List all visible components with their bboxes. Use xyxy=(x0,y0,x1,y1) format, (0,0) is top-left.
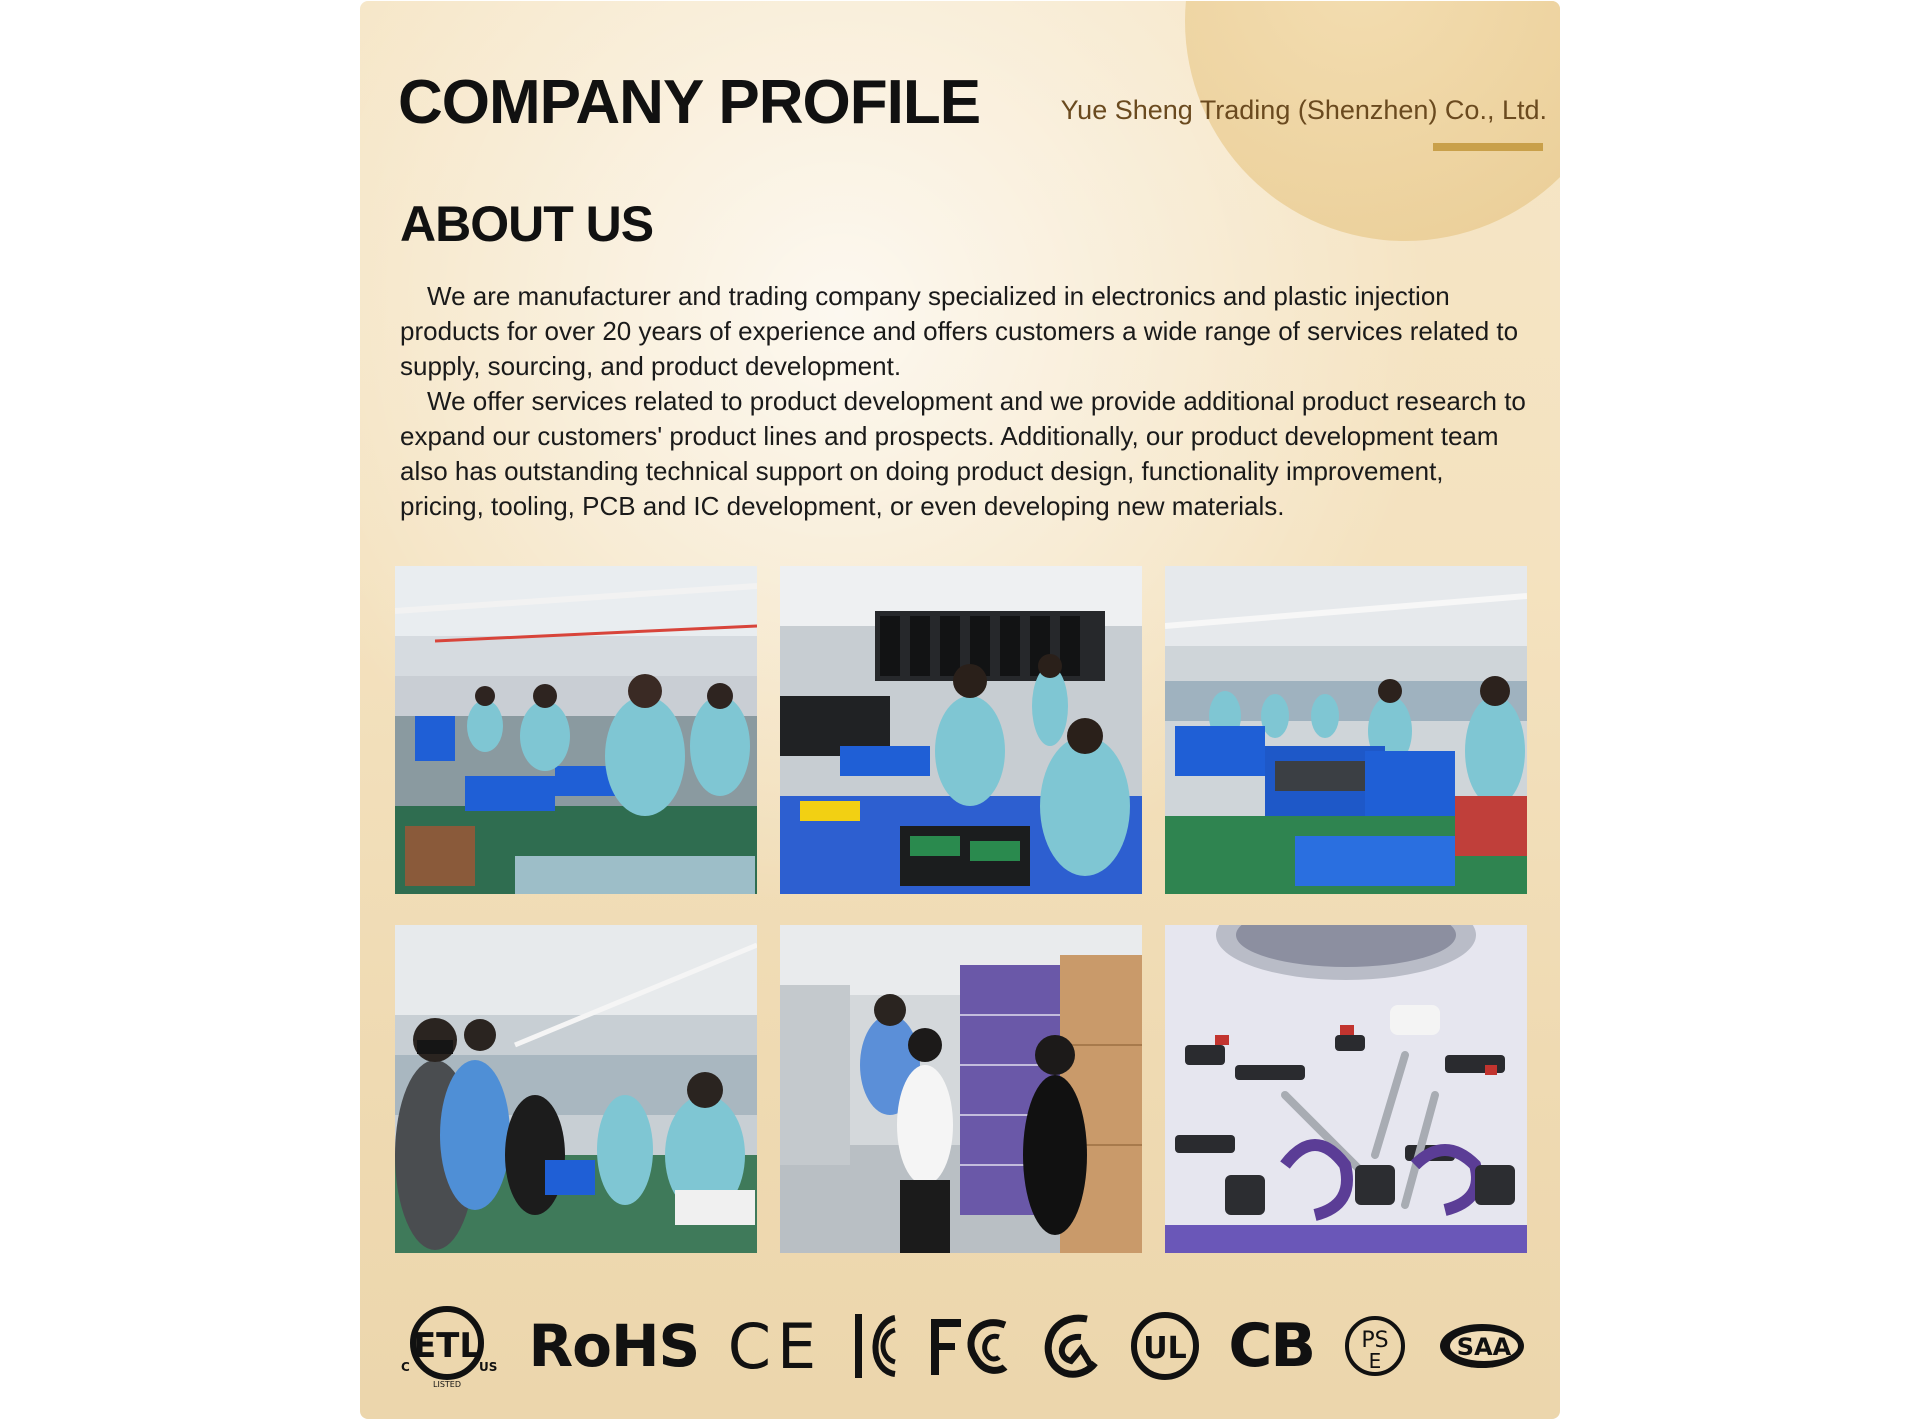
c-tick-logo-icon xyxy=(1037,1311,1101,1381)
ce-text: CE xyxy=(727,1309,823,1383)
svg-text:C: C xyxy=(401,1360,410,1374)
fc-logo-icon xyxy=(929,1313,1009,1379)
factory-photo-gallery xyxy=(395,566,1529,1253)
about-paragraph: We are manufacturer and trading company specialized in electronics and plastic injection products for over 20 years of experience and offers customers a wide range of services related to supply, sourcing, and product development. xyxy=(400,281,1519,381)
about-paragraph: We offer services related to product development and we provide additional product research to expand our customers' product lines and prospects. Additionally, our product development team also has outstanding technical support on doing product design, functionality improvement, pricing, tooling, PCB and IC development, or even developing new materials. xyxy=(400,386,1526,521)
svg-text:E: E xyxy=(1368,1349,1381,1373)
photo-assembly-line xyxy=(395,566,757,894)
about-body xyxy=(400,279,1530,524)
about-heading: ABOUT US xyxy=(400,196,654,252)
rohs-text: RoHS xyxy=(528,1312,700,1380)
cb-logo-icon xyxy=(1228,1311,1314,1381)
certification-logos xyxy=(395,1296,1529,1396)
pse-logo-icon xyxy=(1343,1314,1407,1378)
ce-logo-icon xyxy=(728,1310,822,1383)
cb-text: CB xyxy=(1228,1311,1315,1381)
page-title: COMPANY PROFILE xyxy=(398,68,981,137)
photo-blue-crates xyxy=(1165,566,1527,894)
rohs-logo-icon xyxy=(528,1312,699,1380)
etl-text: ETL xyxy=(412,1326,482,1366)
photo-vacuum-display xyxy=(1165,925,1527,1253)
saa-text: SAA xyxy=(1456,1333,1512,1361)
ul-logo-icon xyxy=(1130,1309,1200,1383)
photo-vacuum-assembly xyxy=(780,566,1142,894)
photo-visitors-tour xyxy=(395,925,757,1253)
svg-text:US: US xyxy=(479,1360,498,1374)
saa-logo-icon xyxy=(1435,1313,1529,1379)
etl-logo-icon xyxy=(395,1301,500,1391)
company-name: Yue Sheng Trading (Shenzhen) Co., Ltd. xyxy=(1060,95,1547,125)
ul-text: UL xyxy=(1143,1331,1187,1366)
company-profile-panel xyxy=(360,1,1560,1419)
svg-text:LISTED: LISTED xyxy=(433,1380,461,1389)
pse-text: PS xyxy=(1360,1328,1389,1353)
kc-logo-icon xyxy=(851,1310,901,1382)
photo-warehouse xyxy=(780,925,1142,1253)
accent-bar xyxy=(1433,143,1543,151)
